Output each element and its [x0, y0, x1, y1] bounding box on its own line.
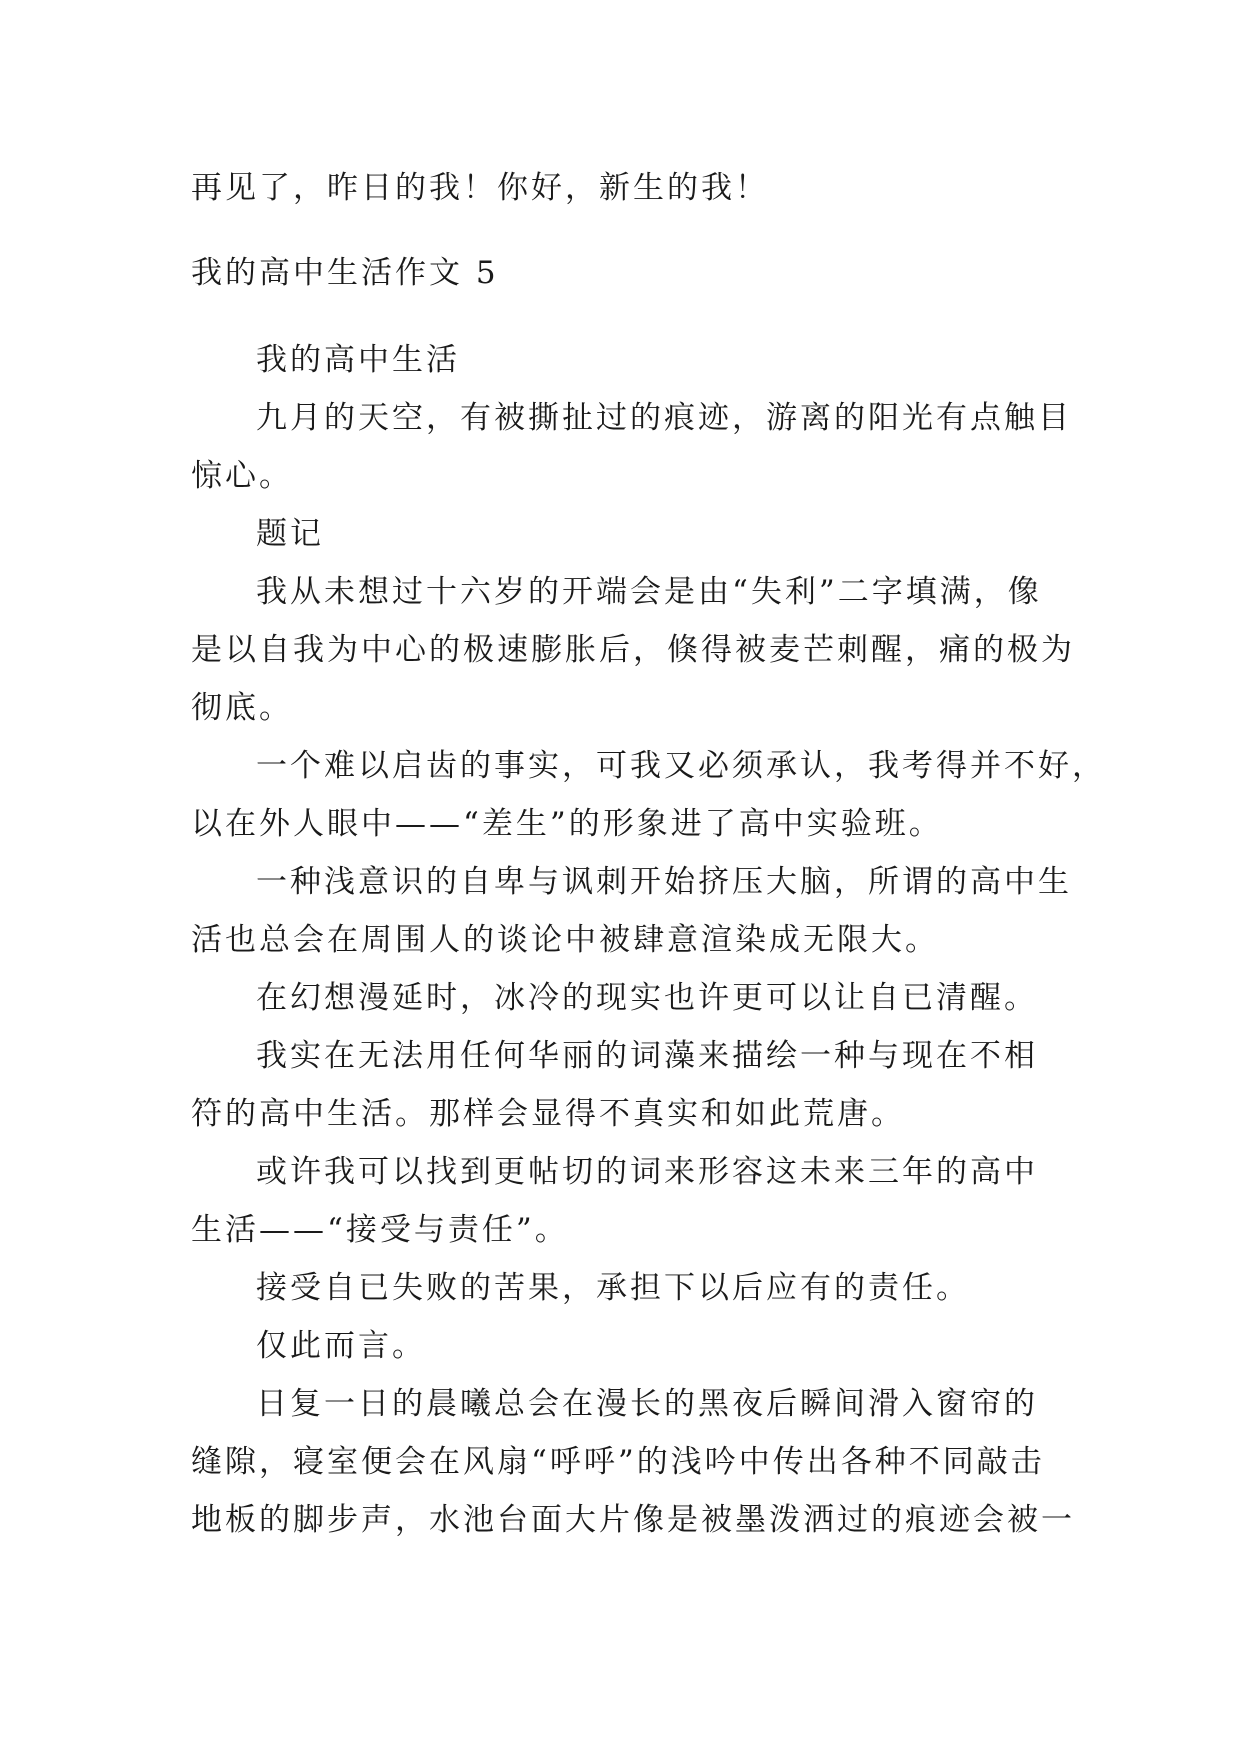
- paragraph-line: 我从未想过十六岁的开端会是由“失利”二字填满，像: [256, 574, 1042, 610]
- paragraph-line: 仅此而言。: [256, 1328, 426, 1364]
- essay-heading: 我的高中生活作文 5: [191, 255, 499, 291]
- paragraph-line: 我实在无法用任何华丽的词藻来描绘一种与现在不相: [256, 1038, 1038, 1074]
- paragraph-line: 接受自已失败的苦果，承担下以后应有的责任。: [256, 1270, 970, 1306]
- paragraph-line: 在幻想漫延时，冰冷的现实也许更可以让自已清醒。: [256, 980, 1038, 1016]
- paragraph-line: 一种浅意识的自卑与讽刺开始挤压大脑，所谓的高中生: [256, 864, 1072, 900]
- paragraph-line: 彻底。: [191, 690, 293, 726]
- paragraph-line: 地板的脚步声，水池台面大片像是被墨泼洒过的痕迹会被一: [191, 1502, 1075, 1538]
- paragraph-line: 生活——“接受与责任”。: [191, 1212, 569, 1248]
- paragraph-line: 九月的天空，有被撕扯过的痕迹，游离的阳光有点触目: [256, 400, 1072, 436]
- essay-title: 我的高中生活: [256, 342, 460, 378]
- closing-line: 再见了，昨日的我！你好，新生的我！: [191, 170, 769, 206]
- paragraph-line: 是以自我为中心的极速膨胀后，倏得被麦芒刺醒，痛的极为: [191, 632, 1075, 668]
- paragraph-line: 惊心。: [191, 458, 293, 494]
- paragraph-line: 缝隙，寝室便会在风扇“呼呼”的浅吟中传出各种不同敲击: [191, 1444, 1045, 1480]
- paragraph-line: 或许我可以找到更帖切的词来形容这未来三年的高中: [256, 1154, 1038, 1190]
- paragraph-line: 活也总会在周围人的谈论中被肆意渲染成无限大。: [191, 922, 939, 958]
- paragraph-line: 日复一日的晨曦总会在漫长的黑夜后瞬间滑入窗帘的: [256, 1386, 1038, 1422]
- paragraph-line: 一个难以启齿的事实，可我又必须承认，我考得并不好，: [256, 748, 1106, 784]
- paragraph-line: 符的高中生活。那样会显得不真实和如此荒唐。: [191, 1096, 905, 1132]
- epigraph-label: 题记: [256, 516, 324, 552]
- paragraph-line: 以在外人眼中——“差生”的形象进了高中实验班。: [191, 806, 943, 842]
